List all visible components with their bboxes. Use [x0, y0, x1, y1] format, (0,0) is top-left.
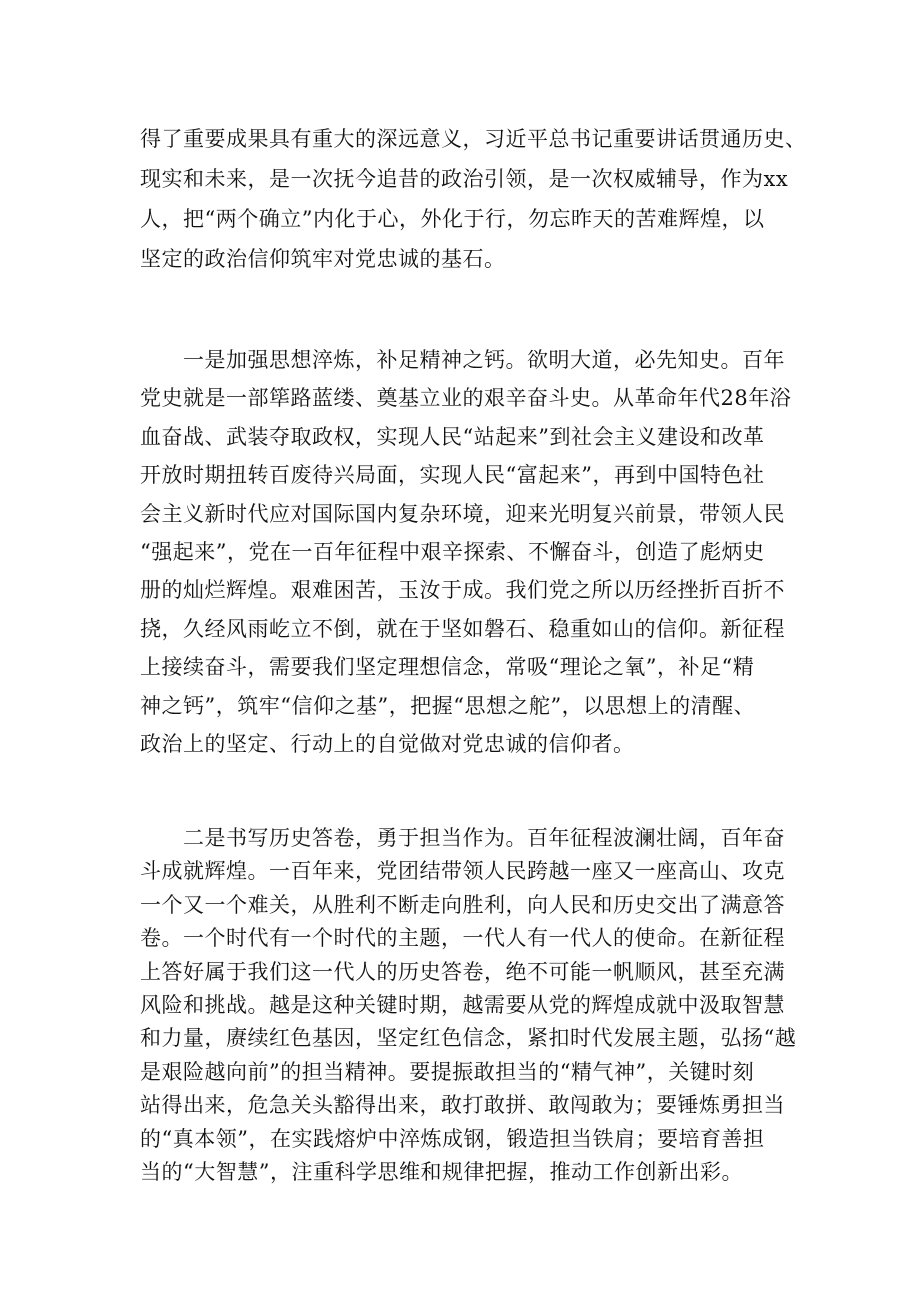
text-line: 得了重要成果具有重大的深远意义，习近平总书记重要讲话贯通历史、 [140, 127, 807, 151]
text-line: 坚定的政治信仰筑牢对党忠诚的基石。 [140, 247, 506, 271]
text-line: 册的灿烂辉煌。艰难困苦，玉汝于成。我们党之所以历经挫折百折不 [140, 578, 785, 603]
text-line: 现实和未来，是一次抚今追昔的政治引领，是一次权威辅导，作为xx [140, 167, 789, 191]
text-line: 当的“大智慧”，注重科学思维和规律把握，推动工作创新出彩。 [140, 1160, 743, 1185]
text-line: 二是书写历史答卷，勇于担当作为。百年征程波澜壮阔，百年奋 [140, 826, 785, 850]
text-line: 上接续奋斗，需要我们坚定理想信念，常吸“理论之氧”，补足“精 [140, 655, 755, 680]
text-line: 站得出来，危急关头豁得出来，敢打敢拼、敢闯敢为；要锤炼勇担当 [140, 1093, 785, 1118]
text-line: 斗成就辉煌。一百年来，党团结带领人民跨越一座又一座高山、攻克 [140, 859, 785, 884]
text-line: 挠，久经风雨屹立不倒，就在于坚如磐石、稳重如山的信仰。新征程 [140, 616, 785, 641]
text-line: 血奋战、武装夺取政权，实现人民“站起来”到社会主义建设和改革 [140, 424, 765, 449]
text-line: “强起来”，党在一百年征程中艰辛探索、不懈奋斗，创造了彪炳史 [140, 540, 765, 565]
text-line: 神之钙”，筑牢“信仰之基”，把握“思想之舵”，以思想上的清醒、 [140, 693, 756, 718]
text-line: 和力量，赓续红色基因，坚定红色信念，紧扣时代发展主题，弘扬“越 [140, 1026, 797, 1051]
text-line: 人，把“两个确立”内化于心，外化于行，勿忘昨天的苦难辉煌，以 [140, 207, 765, 231]
text-line: 开放时期扭转百废待兴局面，实现人民“富起来”，再到中国特色社 [140, 463, 765, 488]
text-line: 卷。一个时代有一个时代的主题，一代人有一代人的使命。在新征程 [140, 926, 785, 951]
text-line: 的“真本领”，在实践熔炉中淬炼成钢，锻造担当铁肩；要培育善担 [140, 1126, 765, 1151]
text-line: 一个又一个难关，从胜利不断走向胜利，向人民和历史交出了满意答 [140, 892, 785, 917]
text-line: 党史就是一部筚路蓝缕、奠基立业的艰辛奋斗史。从革命年代28年浴 [140, 386, 792, 411]
text-line: 是艰险越向前”的担当精神。要提振敢担当的“精气神”，关键时刻 [140, 1059, 755, 1084]
paragraph-intro [140, 119, 807, 279]
text-line: 会主义新时代应对国际国内复杂环境，迎来光明复兴前景，带领人民 [140, 501, 785, 526]
text-line: 风险和挑战。越是这种关键时期，越需要从党的辉煌成就中汲取智慧 [140, 993, 785, 1018]
text-line: 上答好属于我们这一代人的历史答卷，绝不可能一帆顺风，甚至充满 [140, 959, 785, 984]
text-line: 一是加强思想淬炼，补足精神之钙。欲明大道，必先知史。百年 [140, 348, 785, 372]
paragraph-point-two [140, 822, 797, 1189]
paragraph-point-one [140, 341, 790, 763]
text-line: 政治上的坚定、行动上的自觉做对党忠诚的信仰者。 [140, 732, 635, 757]
